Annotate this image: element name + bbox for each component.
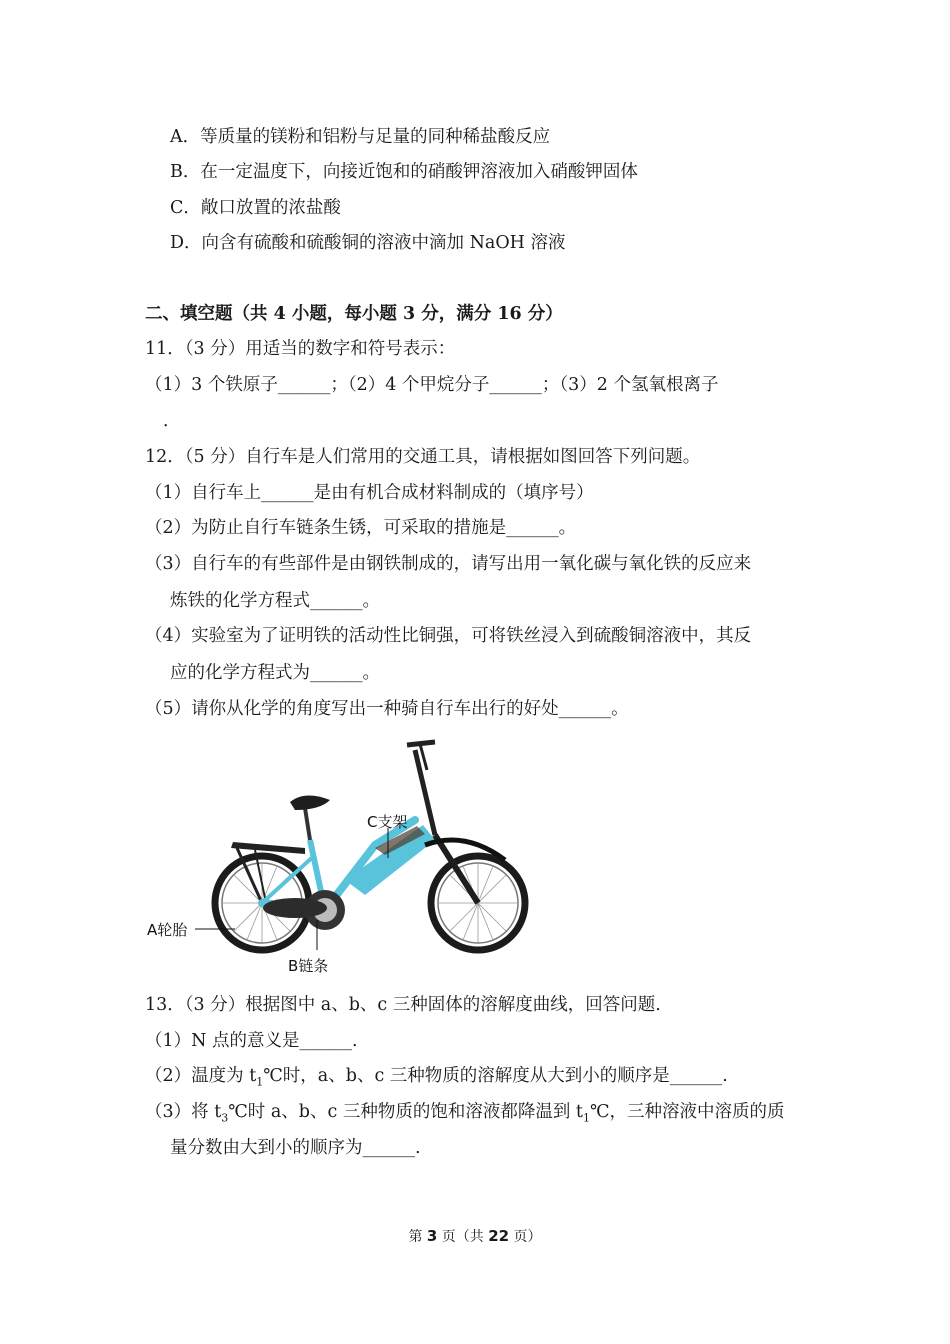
q12-part4a: （4）实验室为了证明铁的活动性比铜强，可将铁丝浸入到硫酸铜溶液中，其反 [145, 626, 752, 646]
option-d: D．向含有硫酸和硫酸铜的溶液中滴加 NaOH 溶液 [170, 233, 566, 253]
q13-part3-sub2: 1 [582, 1111, 590, 1125]
q11-stem: 11．（3 分）用适当的数字和符号表示： [145, 339, 456, 359]
label-chain: B链条 [288, 957, 329, 975]
q13-part2 [145, 1063, 728, 1096]
section-title: 二、填空题（共 4 小题，每小题 3 分，满分 16 分） [145, 304, 563, 324]
q13-part2-pre: （2）温度为 t [145, 1066, 257, 1086]
q12-part4b: 应的化学方程式为______。 [170, 663, 380, 683]
option-a: A．等质量的镁粉和铝粉与足量的同种稀盐酸反应 [170, 127, 551, 147]
q13-part3-mid: ℃时 a、b、c 三种物质的饱和溶液都降温到 t [228, 1102, 583, 1122]
q13-part3b: 量分数由大到小的顺序为______. [170, 1138, 421, 1158]
q11-line2: ． [163, 411, 181, 431]
label-tire: A轮胎 [147, 921, 188, 939]
page-footer [0, 1226, 950, 1246]
q12-part3a: （3）自行车的有些部件是由钢铁制成的，请写出用一氧化碳与氧化铁的反应来 [145, 554, 752, 574]
q12-part5: （5）请你从化学的角度写出一种骑自行车出行的好处______。 [145, 699, 629, 719]
q13-part2-sub: 1 [256, 1075, 264, 1089]
bicycle-illustration [145, 730, 545, 980]
label-frame: C支架 [367, 813, 408, 831]
q12-part3b: 炼铁的化学方程式______。 [170, 591, 380, 611]
q13-part3-pre: （3）将 t [145, 1102, 222, 1122]
q12-part1: （1）自行车上______是由有机合成材料制成的（填序号） [145, 483, 594, 503]
q11-line1: （1）3 个铁原子______；（2）4 个甲烷分子______；（3）2 个氢氧根离子 [145, 375, 719, 395]
q13-part3-sub1: 3 [221, 1111, 229, 1125]
q13-part2-post: ℃时，a、b、c 三种物质的溶解度从大到小的顺序是______. [263, 1066, 728, 1086]
q13-part3a [145, 1099, 785, 1132]
q13-part1: （1）N 点的意义是______. [145, 1031, 358, 1051]
option-c: C．敞口放置的浓盐酸 [170, 198, 341, 218]
q12-stem: 12．（5 分）自行车是人们常用的交通工具，请根据如图回答下列问题。 [145, 447, 701, 467]
footer-pre: 第 [408, 1229, 427, 1245]
footer-mid: 页（共 [437, 1229, 489, 1245]
footer-page: 3 [426, 1227, 438, 1245]
footer-post: 页） [509, 1229, 542, 1245]
q12-part2: （2）为防止自行车链条生锈，可采取的措施是______。 [145, 518, 577, 538]
footer-total: 22 [488, 1227, 510, 1245]
q13-part3-post: ℃，三种溶液中溶质的质 [589, 1102, 785, 1122]
option-b: B．在一定温度下，向接近饱和的硝酸钾溶液加入硝酸钾固体 [170, 162, 638, 182]
bicycle-figure [145, 730, 545, 980]
q13-stem: 13．（3 分）根据图中 a、b、c 三种固体的溶解度曲线，回答问题. [145, 995, 661, 1015]
